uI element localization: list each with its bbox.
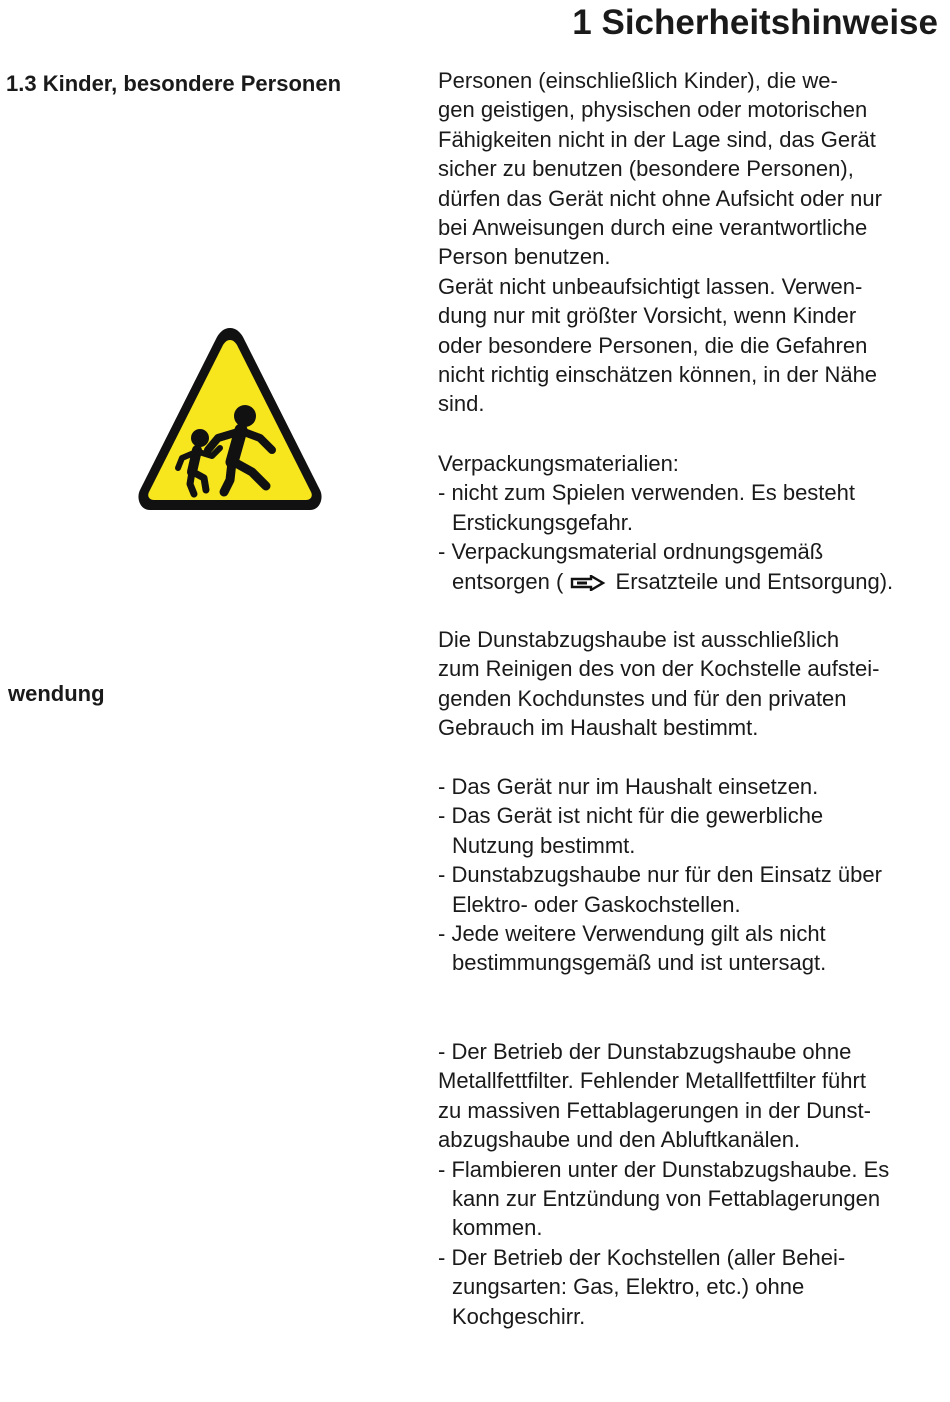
list-item-continuation: Nutzung bestimmt. [452,832,636,858]
intended-use-text [438,625,943,743]
text-line: Gerät nicht unbeaufsichtigt lassen. Verwen- [438,273,863,299]
list-item: - Jede weitere Verwendung gilt als nicht [438,920,826,946]
list-item-continuation: kann zur Entzündung von Fettablagerungen [452,1185,881,1211]
list-item-continuation: Elektro- oder Gaskochstellen. [452,891,741,917]
list-item-continuation: bestimmungsgemäß und ist untersagt. [452,950,827,976]
list-item-continuation: zungsarten: Gas, Elektro, etc.) ohne [452,1274,805,1300]
text-line: Metallfettfilter. Fehlender Metallfettfilter führt [438,1068,866,1094]
text-line: gen geistigen, physischen oder motorischen [438,97,868,123]
text-line: zum Reinigen des von der Kochstelle aufstei- [438,656,880,682]
reference-prefix: entsorgen ( [452,568,564,594]
section-heading: 1.3 Kinder, besondere Personen [6,71,342,96]
list-item: - Der Betrieb der Dunstabzugshaube ohne [438,1039,852,1064]
text-line: nicht richtig einschätzen können, in der Nähe [438,361,878,387]
text-line: sicher zu benutzen (besondere Personen), [438,156,854,182]
page-title: 1 Sicherheitshinweise [572,3,938,42]
text-line: Person benutzen. [438,244,611,270]
reference-line [438,567,943,596]
prohibited-use-list [438,1037,943,1331]
children-crossing-warning-icon [134,322,326,516]
text-line: dürfen das Gerät nicht ohne Aufsicht oder nur [438,185,882,211]
text-line: oder besondere Personen, die die Gefahren [438,332,868,358]
text-line: sind. [438,391,485,417]
reference-suffix: Ersatzteile und Entsorgung). [615,568,894,594]
text-line: Die Dunstabzugshaube ist ausschließlich [438,627,840,652]
list-item: - Dunstabzugshaube nur für den Einsatz über [438,862,882,888]
usage-rules-list [438,772,943,978]
list-item: - Das Gerät nur im Haushalt einsetzen. [438,774,819,799]
packaging-text [438,449,943,596]
text-line: genden Kochdunstes und für den privaten [438,685,847,711]
text-line: Erstickungsgefahr. [452,509,633,535]
text-line: zu massiven Fettablagerungen in der Dunst- [438,1097,871,1123]
text-line: Gebrauch im Haushalt bestimmt. [438,715,759,741]
text-line: bei Anweisungen durch eine verantwortliche [438,214,868,240]
text-line: dung nur mit größter Vorsicht, wenn Kinder [438,303,857,329]
text-line: Fähigkeiten nicht in der Lage sind, das Gerät [438,126,876,152]
list-item: - Das Gerät ist nicht für die gewerbliche [438,803,824,829]
text-line: - nicht zum Spielen verwenden. Es besteht [438,480,856,506]
packaging-heading: Verpackungsmaterialien: [438,451,679,476]
text-line: - Verpackungsmaterial ordnungsgemäß [438,539,824,565]
side-heading: wendung [8,681,105,706]
reference-arrow-icon [569,575,609,591]
list-item: - Flambieren unter der Dunstabzugshaube. Es [438,1156,890,1182]
list-item-continuation: kommen. [452,1215,543,1241]
list-item-continuation: Kochgeschirr. [452,1303,586,1329]
text-line: Personen (einschließlich Kinder), die we- [438,68,838,93]
children-warning-text [438,66,943,419]
list-item: - Der Betrieb der Kochstellen (aller Behei- [438,1244,846,1270]
text-line: abzugshaube und den Abluftkanälen. [438,1127,801,1153]
